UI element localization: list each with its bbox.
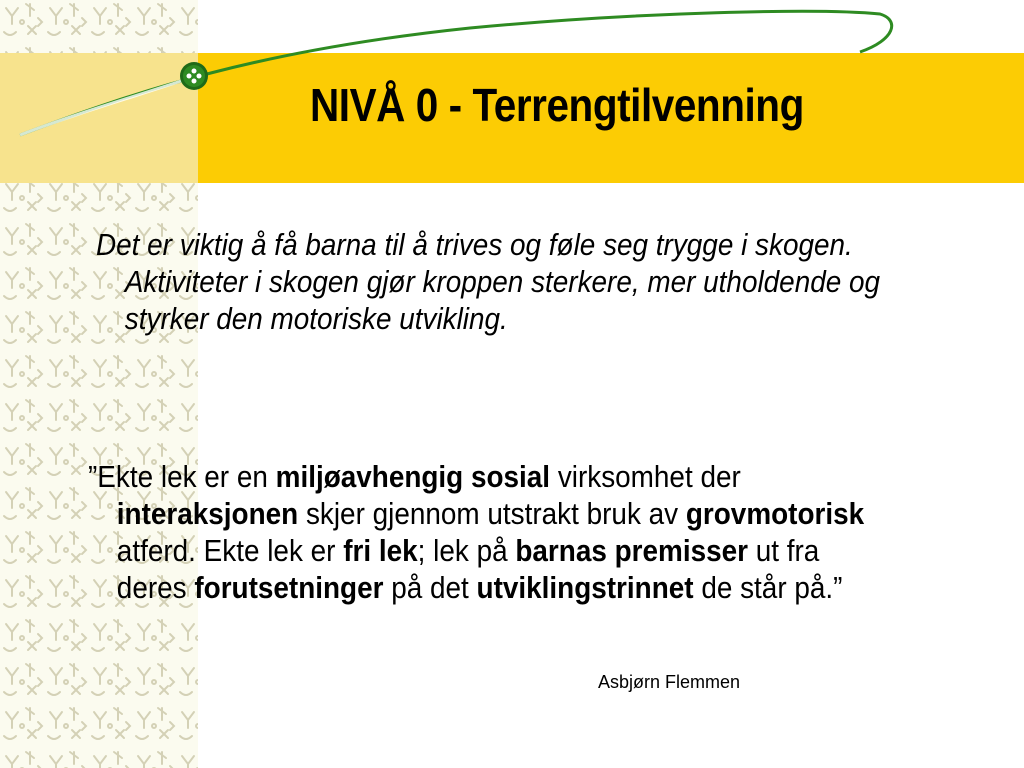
quote-text: skjer gjennom utstrakt bruk av xyxy=(298,496,686,531)
quote-bold: interaksjonen xyxy=(116,496,299,531)
quote-text: virksomhet der xyxy=(550,459,741,494)
green-knot-icon xyxy=(180,62,208,90)
quote-paragraph xyxy=(88,458,891,606)
quote-text: ut fra deres xyxy=(116,533,820,605)
white-highlight-line xyxy=(20,78,190,135)
quote-bold: grovmotorisk xyxy=(685,496,865,531)
quote-text: ; lek på xyxy=(417,533,516,568)
intro-paragraph: Det er viktig å få barna til å trives og føle seg trygge i skogen. Aktiviteter i skogen gjør kroppen sterkere, mer utholdende og styrker den motoriske utvikling. xyxy=(96,227,881,336)
quote-bold: forutsetninger xyxy=(194,570,384,605)
quote-bold: utviklingstrinnet xyxy=(476,570,694,605)
quote-bold: fri lek xyxy=(343,533,418,568)
quote-text: ”Ekte lek er en xyxy=(88,459,276,494)
quote-text: på det xyxy=(383,570,477,605)
slide-title: NIVÅ 0 - Terrengtilvenning xyxy=(310,79,804,131)
quote-text: atferd. Ekte lek er xyxy=(116,533,344,568)
quote-attribution: Asbjørn Flemmen xyxy=(598,672,741,692)
quote-bold: miljøavhengig sosial xyxy=(275,459,551,494)
quote-text: de står på.” xyxy=(693,570,843,605)
quote-bold: barnas premisser xyxy=(515,533,748,568)
